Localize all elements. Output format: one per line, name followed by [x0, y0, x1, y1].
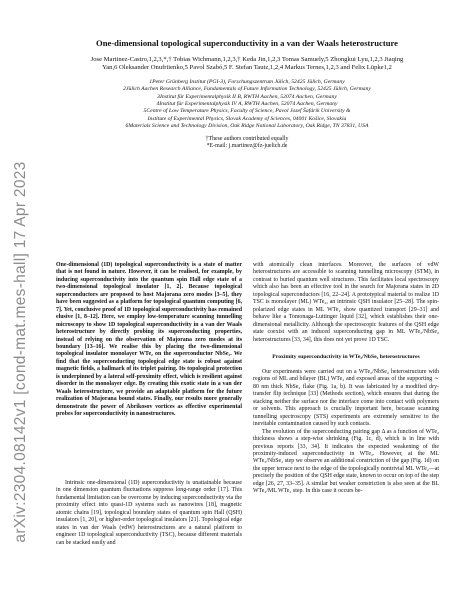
author-list — [56, 56, 438, 73]
affiliation-line: 1Peter Grünberg Institut (PGI-3), Forschungszentrum Jülich, 52425 Jülich, Germany — [149, 78, 345, 85]
affiliation-line: Institute of Experimental Physics, Slovak Academy of Sciences, 04001 Košice, Slovakia — [147, 115, 347, 122]
body-paragraph: Intrinsic one-dimensional (1D) superconductivity is unattainable because in one dimension quantum fluctuations suppress long-range order [17]. This fundamental limitation can be overcome by inducing superconductivity via the proximity effect into quasi-1D systems such as nanowires [18], magnetic atomic chains [19], topological boundary states of quantum spin Hall (QSH) insulators [1, 20], or higher-order topological insulators [21]. Topological edge states in van der Waals (vdW) heterostructures are a natural platform to engineer 1D topological superconductivity (TSC), because different materials can be stacked easily and — [56, 480, 242, 546]
left-column — [56, 480, 242, 547]
abstract: One-dimensional (1D) topological superconductivity is a state of matter that is not found in nature. However, it can be realised, for example, by inducing superconductivity into the quantum spin Hall edge state of a two-dimensional topological insulator [1, 2]. Because topological superconductors are proposed to host Majorana zero modes [3–5], they have been suggested as a platform for topological quantum computing [6, 7]. Yet, conclusive proof of 1D topological superconductivity has remained elusive [1, 8–12]. Here, we employ low-temperature scanning tunnelling microscopy to show 1D topological superconductivity in a van der Waals heterostructure by directly probing its superconducting properties, instead of relying on the observation of Majorana zero modes at its boundary [13–16]. We realise this by placing the two-dimensional topological insulator monolayer WTe₂ on the superconductor NbSe₂. We find that the superconducting topological edge state is robust against magnetic fields, a hallmark of its triplet pairing. Its topological protection is underpinned by a lateral self-proximity effect, which is resilient against disorder in the monolayer edge. By creating this exotic state in a van der Waals heterostructure, we provide an adaptable platform for the future realization of Majorana bound states. Finally, our results more generally demonstrate the power of Abrikosov vortices as effective experimental probes for superconductivity in nanostructures. — [56, 262, 242, 418]
body-paragraph: The evolution of the superconducting pairing gap Δ as a function of WTe₂ thickness shows a step-wise shrinking (Fig. 1c, d), which is in line with previous reports [33, 34]. It indicates the expected weakening of the proximity-induced superconductivity in WTe₂. However, at the ML WTe₂/NbSe₂ step we observe an additional constriction of the gap (Fig. 1d) on the upper terrace next to the edge of the topologically nontrivial ML WTe₂—at precisely the position of the QSH edge state, known to occur on top of the step edge [26, 27, 33–35]. A similar but weaker constriction is also seen at the BL WTe₂/ML WTe₂ step. In this case it occurs be- — [253, 428, 439, 495]
paper-page — [56, 38, 439, 546]
paper-title: One-dimensional topological superconductivity in a van der Waals heterostructure — [96, 38, 398, 48]
author-line: Jose Martinez-Castro,1,2,3,*,† Tobias Wichmann,1,2,3,† Keda Jin,1,2,3 Tomas Samuely,5 Zhongkui Lyu,1,2,3 Jiaqing — [90, 56, 404, 63]
affiliation-line: 5Centre of Low Temperature Physics, Faculty of Science, Pavol Jozef Šafárik University & — [143, 108, 351, 115]
author-notes — [56, 136, 438, 151]
equal-contribution-note: †These authors contributed equally — [205, 135, 289, 142]
email-note: *E-mail: j.martinez@fz-juelich.de — [206, 143, 288, 150]
right-column — [253, 262, 439, 496]
author-line: Yan,6 Oleksander Onufriienko,5 Pavol Szabó,5 F. Stefan Tautz,1,2,4 Markus Ternes,1,2,3 and Felix Lüpke1,2 — [102, 64, 392, 72]
affiliation-line: 4Institut für Experimentalphysik IV A, RWTH Aachen, 52074 Aachen, Germany — [156, 101, 338, 108]
body-paragraph: with atomically clean interfaces. Moreover, the surfaces of vdW heterostructures are accessible to scanning tunnelling microscopy (STM), in contrast to buried quantum well structures. This facilitates local spectroscopy which also has been an effective tool in the search for Majorana states in 2D topological superconductors [16, 22–24]. A prototypical material to realize 1D TSC is monolayer (ML) WTe₂, an intrinsic QSH insulator [25–28]. The spin-polarized edge states in ML WTe₂ show quantized transport [29–31] and behave like a Tomonaga-Luttinger liquid [32], which establishes their one-dimensional metallicity. Although the spectroscopic features of the QSH edge state coexist with an induced superconducting gap in ML WTe₂/NbSe₂ heterostructures [33, 34], this does not yet prove 1D TSC. — [253, 262, 439, 343]
body-paragraph: Our experiments were carried out on a WTe₂/NbSe₂ heterostructure with regions of ML and bilayer (BL) WTe₂ and exposed areas of the supporting ∼ 80 nm thick NbSe₂ flake (Fig. 1a, b). It was fabricated by a modified dry-transfer flip technique [33] (Methods section), which ensures that during the stacking neither the surface nor the interface come into contact with polymers or solvents. This approach is crucially important here, because scanning tunnelling spectroscopy (STS) experiments are extremely sensitive to the inevitable contamination caused by such contacts. — [253, 368, 439, 428]
affiliation-list — [56, 79, 438, 131]
affiliation-line: 2Jülich Aachen Research Alliance, Fundamentals of Future Information Technology, 52425 Jülich, Germany — [123, 86, 371, 93]
arxiv-stamp-text: arXiv:2304.08142v1 [cond-mat.mes-hall] 17 Apr 2023 — [12, 161, 29, 543]
arxiv-stamp — [4, 132, 38, 572]
affiliation-line: 6Materials Science and Technology Division, Oak Ridge National Laboratory, Oak Ridge, TN 37831, USA — [125, 123, 369, 130]
section-heading: Proximity superconductivity in WTe₂/NbSe₂ heterostructures — [272, 353, 420, 360]
affiliation-line: 3Institut für Experimentalphysik II B, RWTH Aachen, 52074 Aachen, Germany — [157, 93, 337, 100]
